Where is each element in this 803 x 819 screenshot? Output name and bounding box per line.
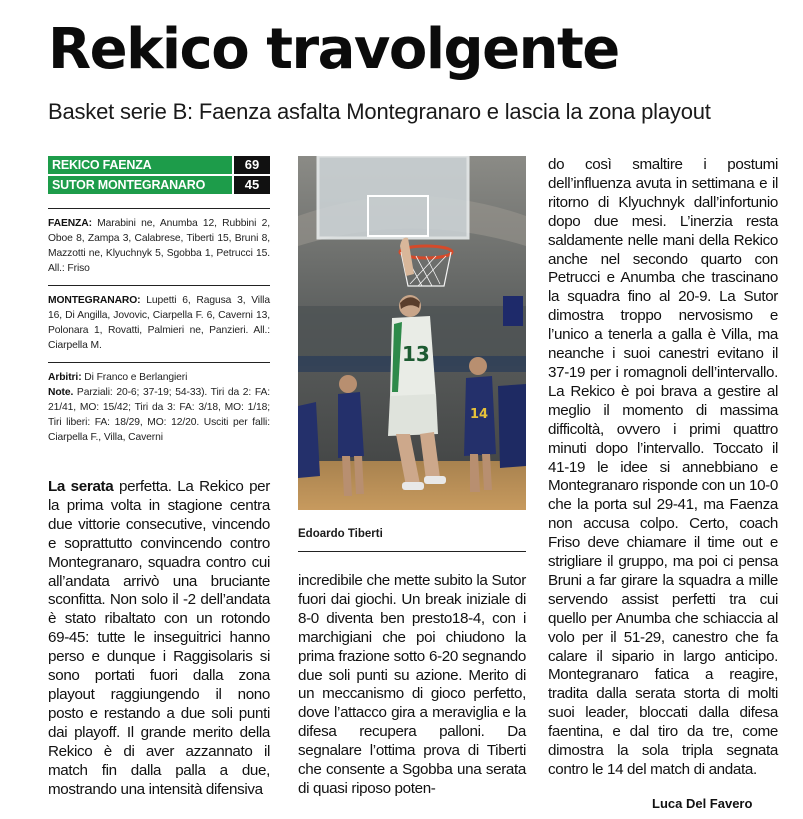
- game-notes: [48, 385, 270, 445]
- lineup-montegranaro-text: Lupetti 6, Ragusa 3, Villa 16, Di Angilla, Jovovic, Ciarpella F. 6, Caverni 13, Polonara 1, Rovatti, Palmieri ne, Panzieri. All.: Ciarpella M.: [48, 295, 270, 351]
- caption-divider: [298, 551, 526, 552]
- photo-jersey-number: 13: [402, 342, 430, 366]
- article-body-col2: incredibile che mette subito la Sutor fuori dai giochi. Un break iniziale di 8-0 diventa ben presto18-4, con i marchigiani che poi chiudono la prima frazione sotto 6-20 segnando due soli punti su azione. Merito di un meccanismo di gioco perfetto, dove l’attacco gira a meraviglia e la difesa recupera palloni. Da segnalare l’ottima prova di Tiberti che consente a Sgobba una serata di quasi riposo poten-: [298, 572, 526, 797]
- headline: Rekico travolgente: [48, 17, 619, 82]
- away-team-name: SUTOR MONTEGRANARO: [48, 176, 232, 194]
- notes-text: Parziali: 20-6; 37-19; 54-33). Tiri da 2: FA: 21/41, MO: 15/42; Tiri da 3: FA: 3/18, MO: 1/18; Tiri liberi: FA: 18/29, MO: 12/20. Usciti per falli: Ciarpella F., Villa, Caverni: [48, 387, 270, 443]
- lead-in: La serata: [48, 478, 114, 495]
- lineup-faenza: [48, 216, 270, 276]
- home-team-score: 69: [234, 156, 270, 174]
- photo-caption: Edoardo Tiberti: [298, 528, 383, 540]
- article-body-col3: do così smaltire i postumi dell’influenza avuta in settimana e il ritorno di Klyuchnyk dall’infortunio dopo due mesi. L’inerzia resta saldamente nelle mani della Rekico anche nel secondo quarto con Petrucci e Anumba che trascinano la squadra fino al 20-9. La Sutor dimostra troppo nervosismo e l’unico a tenerla a galla è Villa, ma neanche i suoi canestri evitano il 37-19 per i romagnoli dell’intervallo. La Rekico è poi brava a gestire al meglio il momento di massima difficoltà, ovvero i primi quattro minuti dopo l’intervallo. Toccato il 41-19 le idee si annebbiano e Montegranaro risponde con un 10-0 che la porta sul 29-41, ma Faenza non accusa colpo. Certo, coach Friso deve chiamare il time out e strigliare il gruppo, ma poi ci pensa Bruni a far girare la squadra a mille servendo assist perfetti tra cui quello per Anumba che schiaccia al volo per il 51-29, canestro che fa calare il sipario in largo anticipo. Montegranaro fatica a reagire, tradita dalla serata storta di molti suoi leader, bloccati dalla difesa faentina, e dal tiro da tre, come dimostra la sola tripla segnata contro le 14 del match di andata.: [548, 156, 778, 778]
- photo-dunk: [298, 156, 526, 510]
- score-row-away: [48, 176, 270, 194]
- lineup-montegranaro-label: MONTEGRANARO:: [48, 295, 141, 306]
- lineup-faenza-text: Marabini ne, Anumba 12, Rubbini 2, Oboe 8, Zampa 3, Calabrese, Tiberti 15, Bruni 8, Mazzotti ne, Klyuchnyk 5, Sgobba 1, Petrucci 15. All.: Friso: [48, 218, 270, 274]
- referees: [48, 370, 270, 385]
- divider: [48, 285, 270, 286]
- score-row-home: [48, 156, 270, 174]
- body-col1-text: perfetta. La Rekico per la prima volta in stagione centra due vittorie consecutive, vincendo e soprattutto convincendo contro Montegranaro, squadra contro cui all’andata arrivò una bruciante sconfitta. Non solo il -2 dell’andata è stato ribaltato con un rotondo 69-45: tutte le inseguitrici hanno perso e dunque i Raggisolaris si sono portati fuori dalla zona playout raggiungendo il nono posto e restando a due soli punti dai playoff. Il grande merito della Rekico è di aver azzannato il match fin dalla palla a due, mostrando una intensità difensiva: [48, 478, 270, 798]
- article-body-col1: [48, 478, 270, 799]
- divider: [48, 208, 270, 209]
- scoreboard-column: [48, 156, 270, 445]
- away-team-score: 45: [234, 176, 270, 194]
- byline: Luca Del Favero: [652, 796, 753, 811]
- subheadline: Basket serie B: Faenza asfalta Montegranaro e lascia la zona playout: [48, 99, 711, 124]
- lineup-montegranaro: [48, 293, 270, 353]
- divider: [48, 362, 270, 363]
- photo-jersey-number-2: 14: [470, 407, 489, 422]
- notes-label: Note.: [48, 387, 74, 398]
- photo-illustration: [298, 156, 526, 510]
- lineup-faenza-label: FAENZA:: [48, 218, 92, 229]
- home-team-name: REKICO FAENZA: [48, 156, 232, 174]
- referees-label: Arbitri:: [48, 372, 82, 383]
- referees-text: Di Franco e Berlangieri: [81, 372, 188, 383]
